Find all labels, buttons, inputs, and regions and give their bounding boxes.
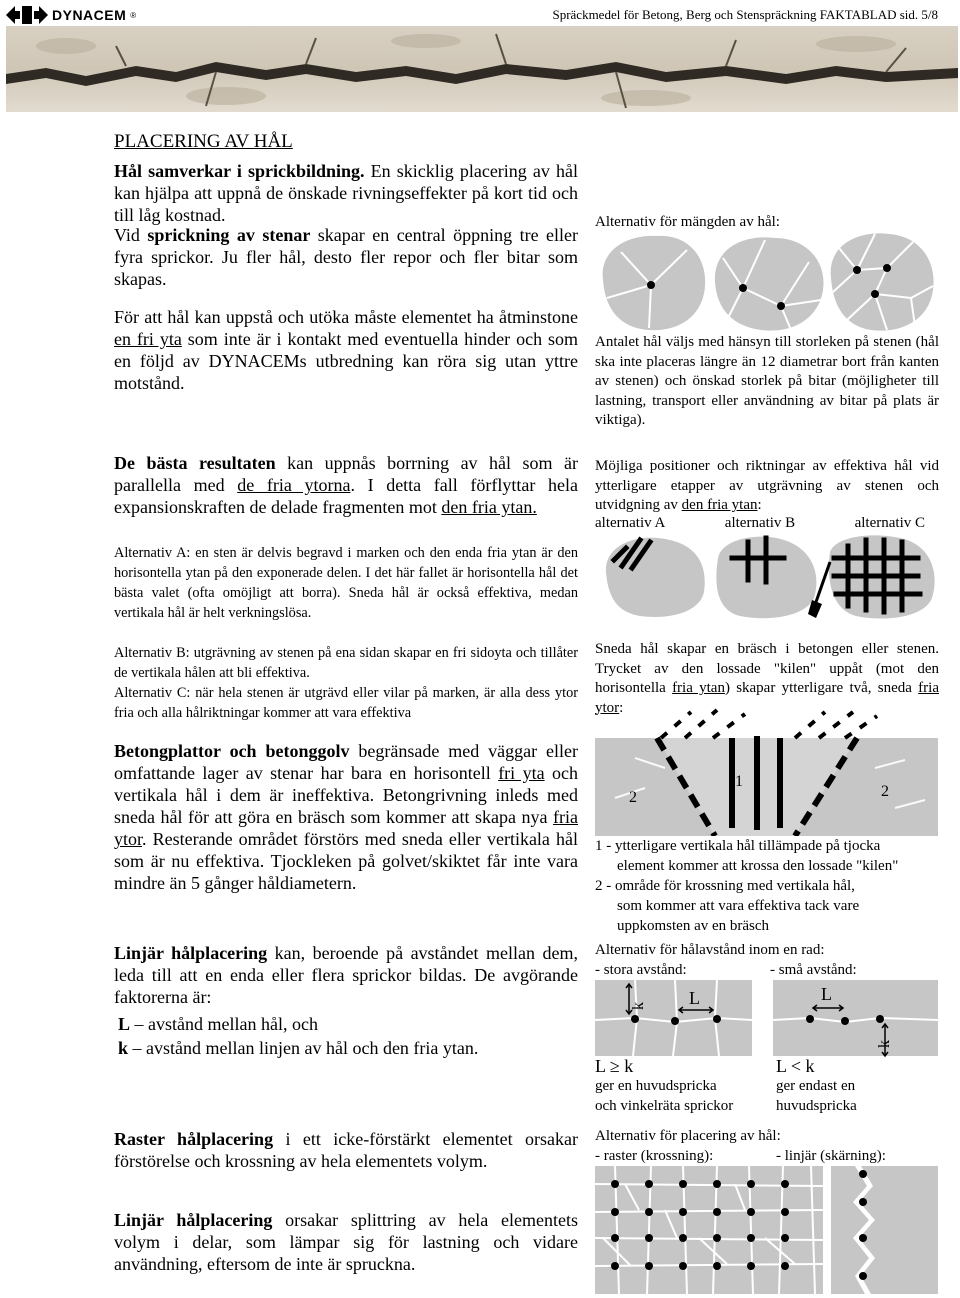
concrete-text-1: begränsade med väggar eller omfattande lager av stenar har bara en horisontell <box>114 741 578 783</box>
alternative-a-text: Alternativ A: en sten är delvis begravd i marken och den enda fria ytan är den horisontella ytan på den exponerade delen. I det här fallet är horisontella hål det bästa valet (ofta omöjligt att borra). Sneda hål är också effektiva, medan vertikala hål är helt verkningslösa. <box>114 545 578 621</box>
stones-hole-count-figure <box>595 228 940 336</box>
cracked-concrete-banner <box>6 26 958 112</box>
oblique-text-2: ) skapar ytterligare två, sneda <box>724 680 919 696</box>
slab-label-2-right: 2 <box>881 783 889 800</box>
intro-text: En skicklig placering av hål kan hjälpa att uppnå de önskade rivningseffekter på kort tid och till låg kostnad. <box>114 161 578 225</box>
grid-bold: Raster hålplacering <box>114 1129 274 1149</box>
stones-pre: Vid <box>114 225 148 245</box>
oblique-text <box>595 640 939 718</box>
logo <box>6 4 136 26</box>
positions-underlined: den fria ytan <box>681 497 758 513</box>
condition-1-note-a: ger en huvudspricka <box>595 1078 717 1094</box>
linear2-text: orsakar splittring av hela elementets volym i delar, som lämpar sig för lastning och vidare användning, eftersom de inte är spruckna. <box>114 1210 578 1274</box>
concrete-paragraph <box>114 740 578 894</box>
alternatives-labels <box>595 515 925 532</box>
linear2-paragraph <box>114 1209 578 1275</box>
legend-2a: 2 - område för krossning med vertikala hål, <box>595 878 855 894</box>
section-title: PLACERING AV HÅL <box>114 131 293 152</box>
registered-mark: ® <box>130 10 137 20</box>
factor-l-key: L <box>118 1014 131 1034</box>
slab-label-2-left: 2 <box>629 789 637 806</box>
positions-post: : <box>757 497 762 513</box>
best-underlined-2: den fria ytan. <box>441 497 537 517</box>
best-bold: De bästa resultaten <box>114 453 276 473</box>
positions-pre: Möjliga positioner och riktningar av effektiva hål vid ytterligare etapper av utgrävning av stenen och utvidgning av <box>595 458 939 513</box>
stones-bold: sprickning av stenar <box>147 225 311 245</box>
legend-1a: 1 - ytterligare vertikala hål tillämpade på tjocka <box>595 838 881 854</box>
concrete-bold: Betongplattor och betonggolv <box>114 741 350 761</box>
legend-1b: element kommer att krossa den lossade "kilen" <box>617 858 899 874</box>
condition-2-note-b: huvudspricka <box>776 1098 857 1114</box>
linear-paragraph <box>114 942 578 1008</box>
row-small-label: - små avstånd: <box>770 962 857 978</box>
fig1-caption: Alternativ för mängden av hål: <box>595 214 780 230</box>
stones-note: Antalet hål väljs med hänsyn till storleken på stenen (hål ska inte placeras längre än 12 diametrar bort från kanten av stenen) och önskad storlek på bitar (möjligheter till lastning, transport eller användning av bitar på plats är viktiga). <box>595 334 939 428</box>
factor-k <box>118 1037 582 1059</box>
best-underlined-1: de fria ytorna <box>237 475 351 495</box>
condition-2-note-a: ger endast en <box>776 1078 856 1094</box>
factor-k-text: – avstånd mellan linjen av hål och den fria ytan. <box>128 1038 479 1058</box>
l-label-left: L <box>689 988 700 1008</box>
alt-c-label: alternativ C <box>854 515 925 531</box>
row-large-label: - stora avstånd: <box>595 962 687 978</box>
l-label-right: L <box>821 984 832 1004</box>
positions-text <box>595 457 939 516</box>
alternatives-abc-figure <box>600 532 940 622</box>
placement-title: Alternativ för placering av hål: <box>595 1128 781 1144</box>
alternative-b-text: Alternativ B: utgrävning av stenen på ena sidan skapar en fri sidoyta och tillåter de vertikala hålen att bli effektiva. <box>114 645 578 681</box>
row-title: Alternativ för hålavstånd inom en rad: <box>595 942 825 958</box>
condition-1-note-b: och vinkelräta sprickor <box>595 1098 734 1114</box>
legend-2c: uppkomsten av en bräsch <box>617 918 770 934</box>
condition-2: L < k <box>776 1056 815 1076</box>
intro-paragraph <box>114 160 578 226</box>
concrete-text-3: . Resterande området förstörs med sneda eller vertikala hål som är nu effektiva. Tjockleken på golvet/skiktet får inte vara mindre än 5 gånger håldiametern. <box>114 829 578 893</box>
best-text-2: . I detta fall förflyttar hela expansionskraften de delade fragmenten mot <box>114 475 578 517</box>
stones-paragraph <box>114 224 578 290</box>
concrete-text-2: och vertikala hål i dem är ineffektiva. Betongrivning inleds med sneda hål för att göra en bräsch som kommer att skapa nya <box>114 763 579 827</box>
factor-k-key: k <box>118 1038 129 1058</box>
linear-text: kan, beroende på avståndet mellan dem, leda till att en enda eller flera sprickor bildas. De avgörande faktorerna är: <box>114 943 578 1007</box>
slab-breach-figure <box>595 708 938 836</box>
legend-2b: som kommer att vara effektiva tack vare <box>617 898 860 914</box>
alternative-c-text: Alternativ C: när hela stenen är utgrävd eller vilar på marken, är alla dess ytor fria och alla hålriktningar kommer att vara effektiva <box>114 685 578 721</box>
alt-a-label: alternativ A <box>595 515 666 531</box>
oblique-text-1: Sneda hål skapar en bräsch i betongen eller stenen. Trycket av den lossade "kilen" uppåt (mot den horisontella <box>595 641 939 696</box>
oblique-text-3: : <box>619 699 624 716</box>
best-results-paragraph <box>114 452 578 518</box>
k-label-left: k <box>630 1002 647 1010</box>
free-face-pre: För att hål kan uppstå och utöka måste elementet ha åtminstone <box>114 307 578 327</box>
k-label-right: k <box>876 1040 893 1048</box>
condition-1: L ≥ k <box>595 1056 634 1076</box>
oblique-underlined-1: fria ytan <box>672 680 725 696</box>
placement-line-label: - linjär (skärning): <box>776 1148 886 1164</box>
linear2-bold: Linjär hålplacering <box>114 1210 273 1230</box>
factor-l <box>118 1013 582 1035</box>
concrete-underlined-2: fria ytor <box>114 807 578 849</box>
free-face-paragraph <box>114 306 578 394</box>
placement-grid-label: - raster (krossning): <box>595 1148 714 1164</box>
concrete-underlined-1: fri yta <box>498 763 545 783</box>
stones-text: skapar en central öppning tre eller fyra sprickor. Ju fler hål, desto fler repor och fler bitar som skapas. <box>114 225 579 289</box>
factor-l-text: – avstånd mellan hål, och <box>130 1014 318 1034</box>
grid-paragraph <box>114 1128 578 1172</box>
dynacem-logo-icon <box>6 5 48 25</box>
header-title: Spräckmedel för Betong, Berg och Stenspräckning FAKTABLAD sid. 5/8 <box>552 7 938 22</box>
best-text-1: kan uppnås borrning av hål som är parallella med <box>114 453 578 495</box>
slab-label-1: 1 <box>735 773 743 790</box>
alt-b-label: alternativ B <box>724 515 796 531</box>
placement-figure <box>595 1166 940 1294</box>
linear-bold: Linjär hålplacering <box>114 943 268 963</box>
intro-bold: Hål samverkar i sprickbildning. <box>114 161 365 181</box>
free-face-text: som inte är i kontakt med eventuella hinder och som en följd av DYNACEMs utbredning kan röra sig utan yttre motstånd. <box>114 329 579 393</box>
grid-text: i ett icke-förstärkt elementet orsakar förstörelse och krossning av hela elementets volym. <box>114 1129 578 1171</box>
logo-text: DYNACEM <box>52 7 127 23</box>
free-face-underlined: en fri yta <box>114 329 182 349</box>
oblique-underlined-2: fria ytor <box>595 680 939 716</box>
row-spacing-figure <box>595 980 940 1058</box>
